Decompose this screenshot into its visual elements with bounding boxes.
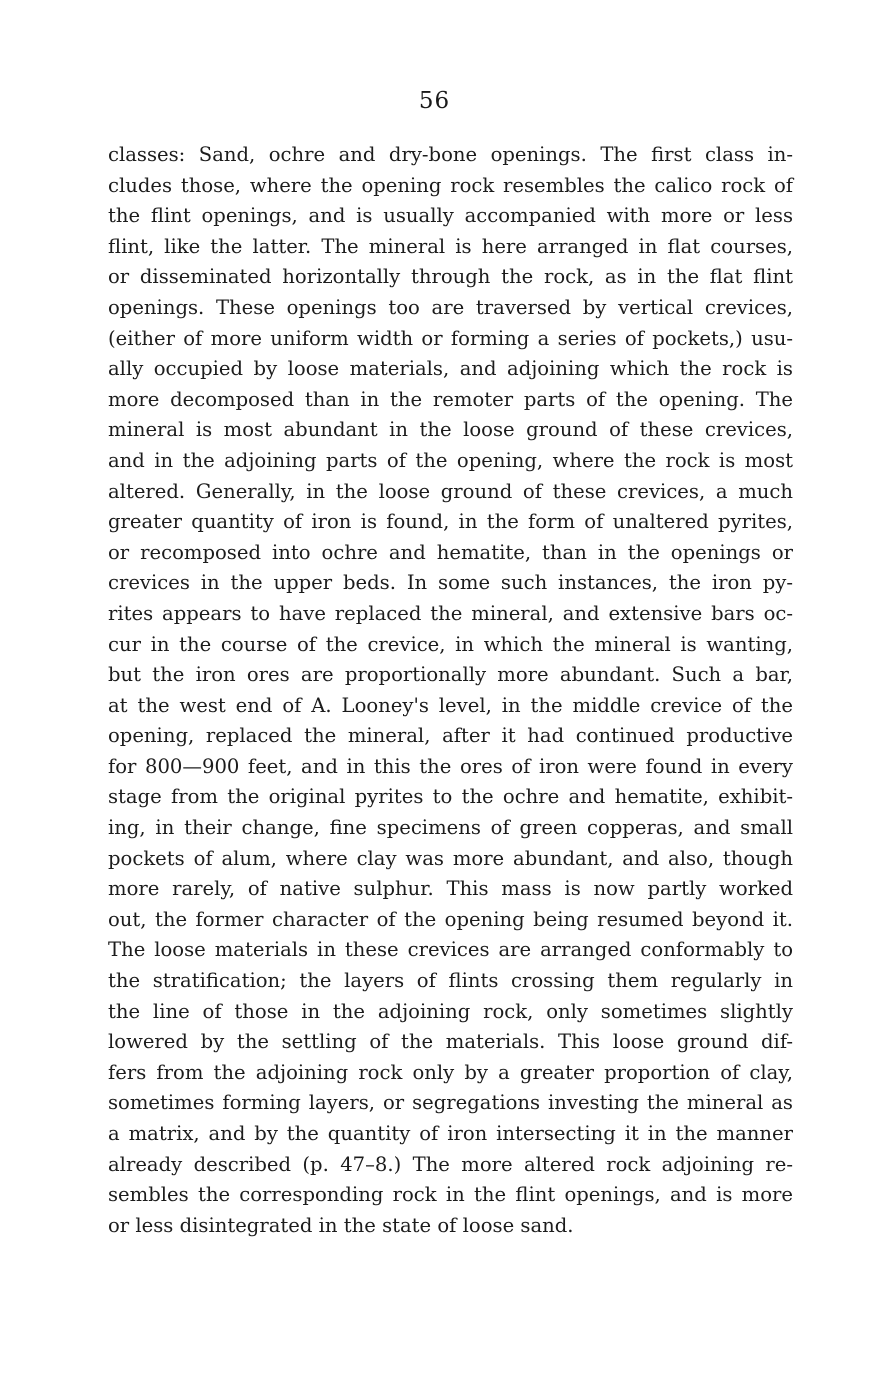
text-line: and in the adjoining parts of the opening, where the rock is most [108,448,793,472]
text-line: more decomposed than in the remoter parts of the opening. The [108,387,793,411]
text-line: or recomposed into ochre and hematite, than in the openings or [108,540,793,564]
text-line: pockets of alum, where clay was more abundant, and also, though [108,846,793,870]
text-line: opening, replaced the mineral, after it had continued productive [108,724,793,748]
text-line: cur in the course of the crevice, in which the mineral is wanting, [108,632,793,656]
text-line: stage from the original pyrites to the ochre and hematite, exhibit- [108,785,793,809]
text-line: flint, like the latter. The mineral is here arranged in flat courses, [108,234,793,258]
text-line: a matrix, and by the quantity of iron intersecting it in the manner [108,1122,793,1145]
text-line: out, the former character of the opening being resumed beyond it. [108,907,793,931]
text-line: the flint openings, and is usually accompanied with more or less [108,204,793,228]
body-paragraph [108,140,793,1241]
text-line: greater quantity of iron is found, in the form of unaltered pyrites, [108,510,793,534]
text-line: more rarely, of native sulphur. This mass is now partly worked [108,877,793,901]
text-line-last: or less disintegrated in the state of loose sand. [108,1213,574,1237]
text-line: openings. These openings too are traversed by vertical crevices, [108,295,793,319]
text-line: (either of more uniform width or forming a series of pockets,) usu- [108,326,793,350]
text-line: cludes those, where the opening rock resembles the calico rock of [108,173,793,197]
page-number: 56 [418,88,451,114]
text-line: the line of those in the adjoining rock, only sometimes slightly [108,999,793,1023]
text-line: at the west end of A. Looney's level, in the middle crevice of the [108,693,793,717]
text-line: The loose materials in these crevices are arranged conformably to [108,938,793,962]
text-line: mineral is most abundant in the loose ground of these crevices, [108,418,793,442]
text-line: already described (p. 47–8.) The more altered rock adjoining re- [108,1152,793,1176]
text-line: sembles the corresponding rock in the flint openings, and is more [108,1183,793,1207]
text-line: ing, in their change, fine specimens of green copperas, and small [108,816,793,840]
text-line: altered. Generally, in the loose ground of these crevices, a much [108,479,793,503]
text-line: classes: Sand, ochre and dry-bone openings. The first class in- [108,143,793,166]
text-line: lowered by the settling of the materials. This loose ground dif- [108,1030,793,1054]
text-line: ally occupied by loose materials, and adjoining which the rock is [108,357,793,381]
text-line: crevices in the upper beds. In some such instances, the iron py- [108,571,793,595]
text-line: fers from the adjoining rock only by a greater proportion of clay, [108,1060,793,1084]
text-line: rites appears to have replaced the mineral, and extensive bars oc- [108,601,793,625]
text-line: but the iron ores are proportionally more abundant. Such a bar, [108,663,793,687]
text-line: the stratification; the layers of flints crossing them regularly in [108,969,793,993]
text-line: or disseminated horizontally through the rock, as in the flat flint [108,265,793,289]
text-line: for 800—900 feet, and in this the ores of iron were found in every [108,754,793,778]
text-line: sometimes forming layers, or segregations investing the mineral as [108,1091,793,1115]
